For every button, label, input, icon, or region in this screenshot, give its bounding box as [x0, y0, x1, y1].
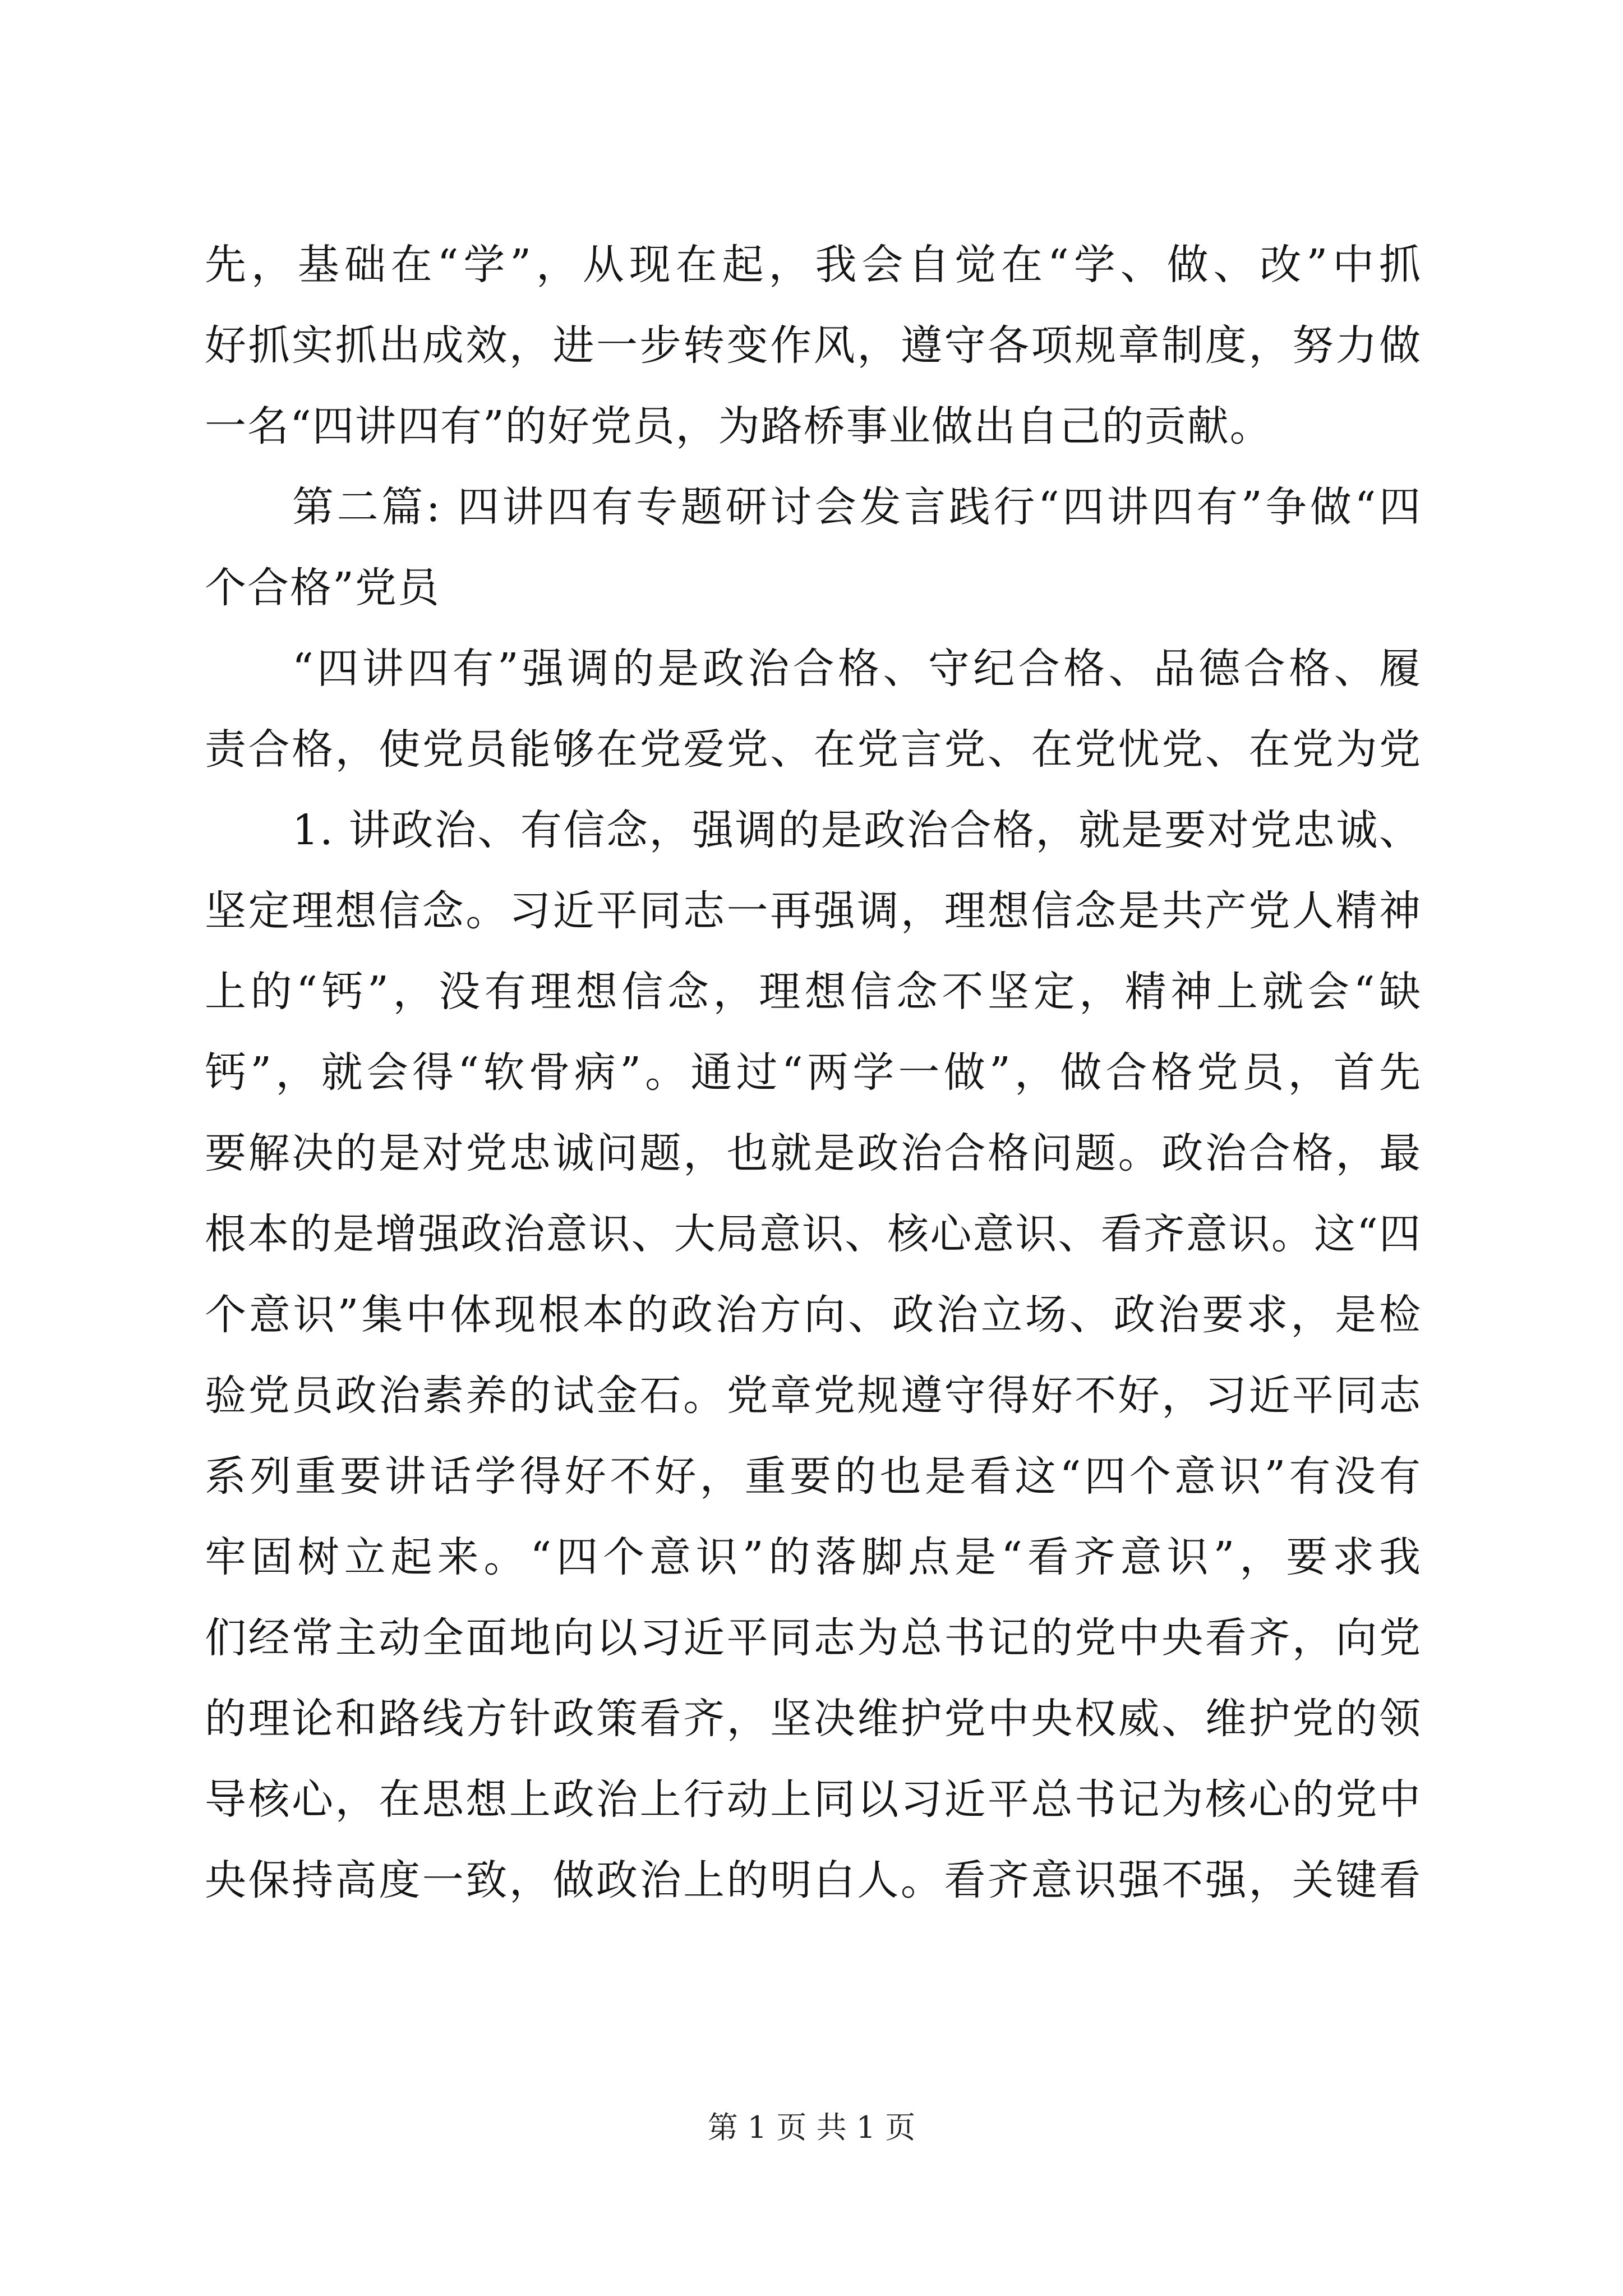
- paragraph-line: 先，基础在“学”，从现在起，我会自觉在“学、做、改”中抓: [205, 241, 1422, 289]
- paragraph-line: 系列重要讲话学得好不好，重要的也是看这“四个意识”有没有: [205, 1452, 1422, 1501]
- paragraph-line: 好抓实抓出成效，进一步转变作风，遵守各项规章制度，努力做: [205, 321, 1422, 370]
- paragraph-line: 坚定理想信念。习近平同志一再强调，理想信念是共产党人精神: [205, 887, 1422, 935]
- paragraph-line: 责合格，使党员能够在党爱党、在党言党、在党忧党、在党为党: [205, 725, 1422, 774]
- paragraph-line: 要解决的是对党忠诚问题，也就是政治合格问题。政治合格，最: [205, 1129, 1422, 1177]
- paragraph-line: 根本的是增强政治意识、大局意识、核心意识、看齐意识。这“四: [205, 1210, 1422, 1258]
- paragraph-line: 钙”，就会得“软骨病”。通过“两学一做”，做合格党员，首先: [205, 1048, 1422, 1097]
- document-body: [205, 224, 1422, 1921]
- page-footer: [0, 2108, 1623, 2147]
- paragraph-line: 牢固树立起来。“四个意识”的落脚点是“看齐意识”，要求我: [205, 1533, 1422, 1581]
- paragraph-line: 一名“四讲四有”的好党员，为路桥事业做出自己的贡献。: [205, 402, 1272, 450]
- paragraph-line: 1. 讲政治、有信念，强调的是政治合格，就是要对党忠诚、: [292, 806, 1422, 854]
- paragraph-line: 导核心，在思想上政治上行动上同以习近平总书记为核心的党中: [205, 1775, 1422, 1824]
- page-number: 第 1 页 共 1 页: [707, 2110, 916, 2145]
- paragraph-line: “四讲四有”强调的是政治合格、守纪合格、品德合格、履: [292, 645, 1422, 693]
- paragraph-line: 央保持高度一致，做政治上的明白人。看齐意识强不强，关键看: [205, 1856, 1422, 1904]
- paragraph-line: 的理论和路线方针政策看齐，坚决维护党中央权威、维护党的领: [205, 1695, 1422, 1743]
- paragraph-line: 们经常主动全面地向以习近平同志为总书记的党中央看齐，向党: [205, 1614, 1422, 1662]
- paragraph-line: 验党员政治素养的试金石。党章党规遵守得好不好，习近平同志: [205, 1372, 1422, 1420]
- section-heading-line: 个合格”党员: [205, 564, 440, 612]
- section-heading-line: 第二篇: 四讲四有专题研讨会发言践行“四讲四有”争做“四: [292, 483, 1422, 531]
- paragraph-line: 上的“钙”，没有理想信念，理想信念不坚定，精神上就会“缺: [205, 968, 1422, 1016]
- paragraph-line: 个意识”集中体现根本的政治方向、政治立场、政治要求，是检: [205, 1291, 1422, 1339]
